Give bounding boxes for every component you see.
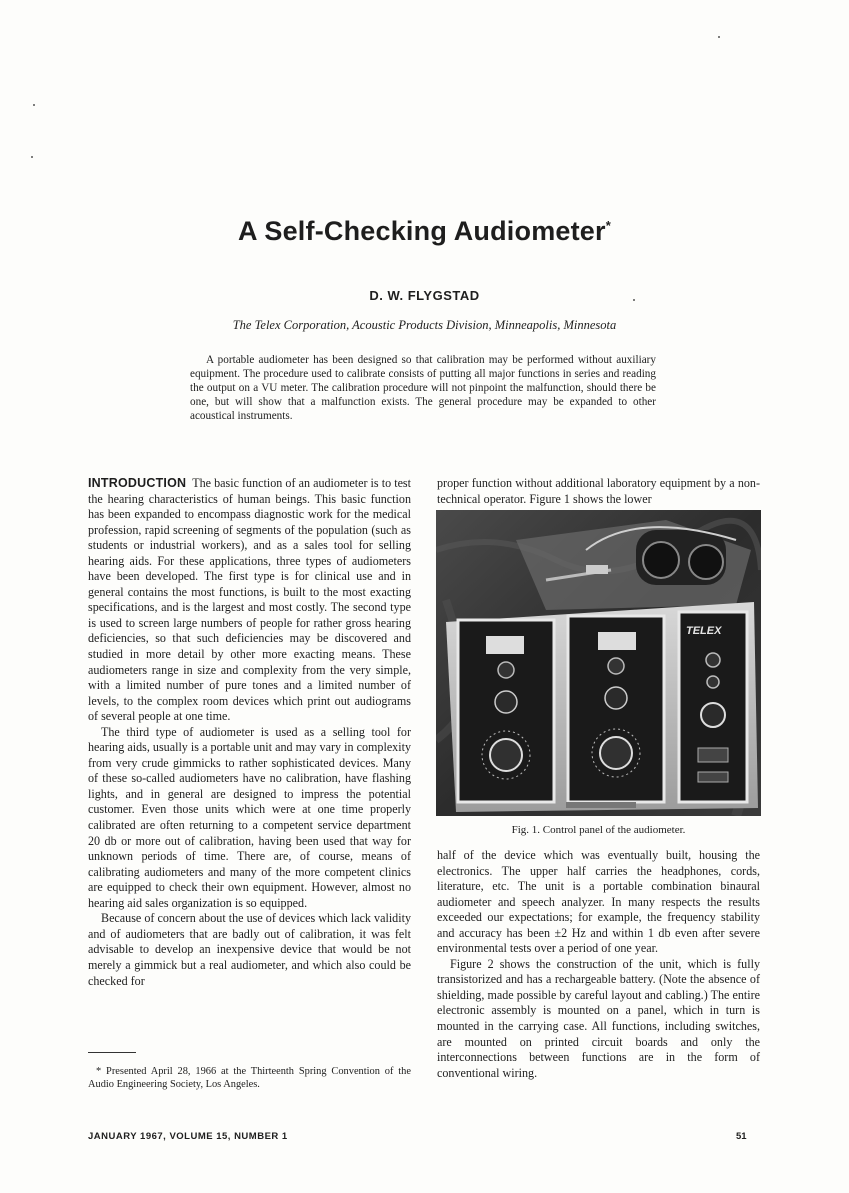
left-column (88, 476, 411, 989)
footnote: * Presented April 28, 1966 at the Thirteenth Spring Convention of the Audio Engineering Society, Los Angeles. (88, 1066, 411, 1090)
figure-brand-label: TELEX (686, 625, 722, 637)
right-column-top-text: proper function without additional laboratory equipment by a non-technical operator. Figure 1 shows the lower (437, 476, 760, 506)
right-column-bottom (437, 848, 760, 1081)
journal-issue: JANUARY 1967, VOLUME 15, NUMBER 1 (88, 1131, 288, 1142)
author-affiliation: The Telex Corporation, Acoustic Products Division, Minneapolis, Minnesota (232, 318, 617, 332)
body-paragraph: Because of concern about the use of devices which lack validity and of audiometers that are badly out of calibration, it was felt advisable to develop an inexpensive device that would be not merely a gimmick but a real audiometer, and which also could be checked for (88, 911, 411, 988)
page-number: 51 (736, 1131, 747, 1142)
abstract: A portable audiometer has been designed so that calibration may be performed without auxiliary equipment. The procedure used to calibrate consists of putting all major functions in series and reading the output on a VU meter. The calibration procedure will not pinpoint the malfunction, should there be one, but will show that a malfunction exists. The general procedure may be expanded to other acoustical instruments. (190, 354, 656, 423)
footnote-rule (88, 1052, 136, 1053)
article-title: A Self-Checking Audiometer* (237, 216, 611, 246)
scan-speck (33, 104, 35, 106)
body-paragraph: The third type of audiometer is used as a selling tool for hearing aids, usually is a portable unit and may vary in complexity from very crude gimmicks to rather sophisticated devices. Many of these so-called audiometers have no calibration, have flashing lights, and in general are designed to impress the potential customer. Even those units which were at one time properly calibrated are often returning to a competent service department 20 db or more out of calibration, having been used that way for unknown periods of time. There are, of course, means of calibrating audiometers and many of the more competent clinics are equipped to check their own equipment. However, almost no hearing aid sales organization is so equipped. (88, 724, 411, 910)
title-footnote-mark: * (605, 218, 611, 233)
scan-speck (718, 36, 720, 38)
body-paragraph: half of the device which was eventually built, housing the electronics. The upper half carries the headphones, cords, literature, etc. The unit is a portable combination binaural audiometer and speech analyzer. In many respects the results exceeded our expectations; for example, the frequency stability and accuracy has been ±2 Hz and within 1 db even after severe environmental tests over a period of one year. (437, 848, 760, 956)
figure-1-photo (436, 510, 761, 816)
author-name: D. W. FLYGSTAD (369, 288, 480, 303)
section-heading: INTRODUCTION (88, 476, 187, 490)
figure-caption: Fig. 1. Control panel of the audiometer. (511, 824, 686, 836)
body-paragraph: Figure 2 shows the construction of the unit, which is fully transistorized and has a rechargeable battery. (Note the absence of shielding, made possible by careful layout and cabling.) The entire electronic assembly is mounted on a panel, which in turn is mounted in the carrying case. All functions, including switches, are mounted on printed circuit boards and only the interconnections between functions are in the form of conventional wiring. (437, 956, 760, 1080)
scan-speck (31, 156, 33, 158)
intro-paragraph: INTRODUCTION The basic function of an audiometer is to test the hearing characteristics of human beings. This basic function has been expanded to encompass diagnostic work for the medical profession, rapid screening of segments of the population (such as students or industrial workers), and as a sales tool for selling hearing aids. For these applications, three types of audiometers have been developed. The first type is for clinical use and in general contains the most functions, is built to the most exacting specifications, and is the largest and most costly. The second type is used to screen large numbers of people for rather gross hearing deficiencies, so that such deficiencies may be discovered and studied in more detail by other more exacting means. These audiometers range in size and complexity from the very simple, with a limited number of pure tones and a limited number of levels, to the complex room devices which print out audiograms of several people at one time. (88, 476, 411, 724)
